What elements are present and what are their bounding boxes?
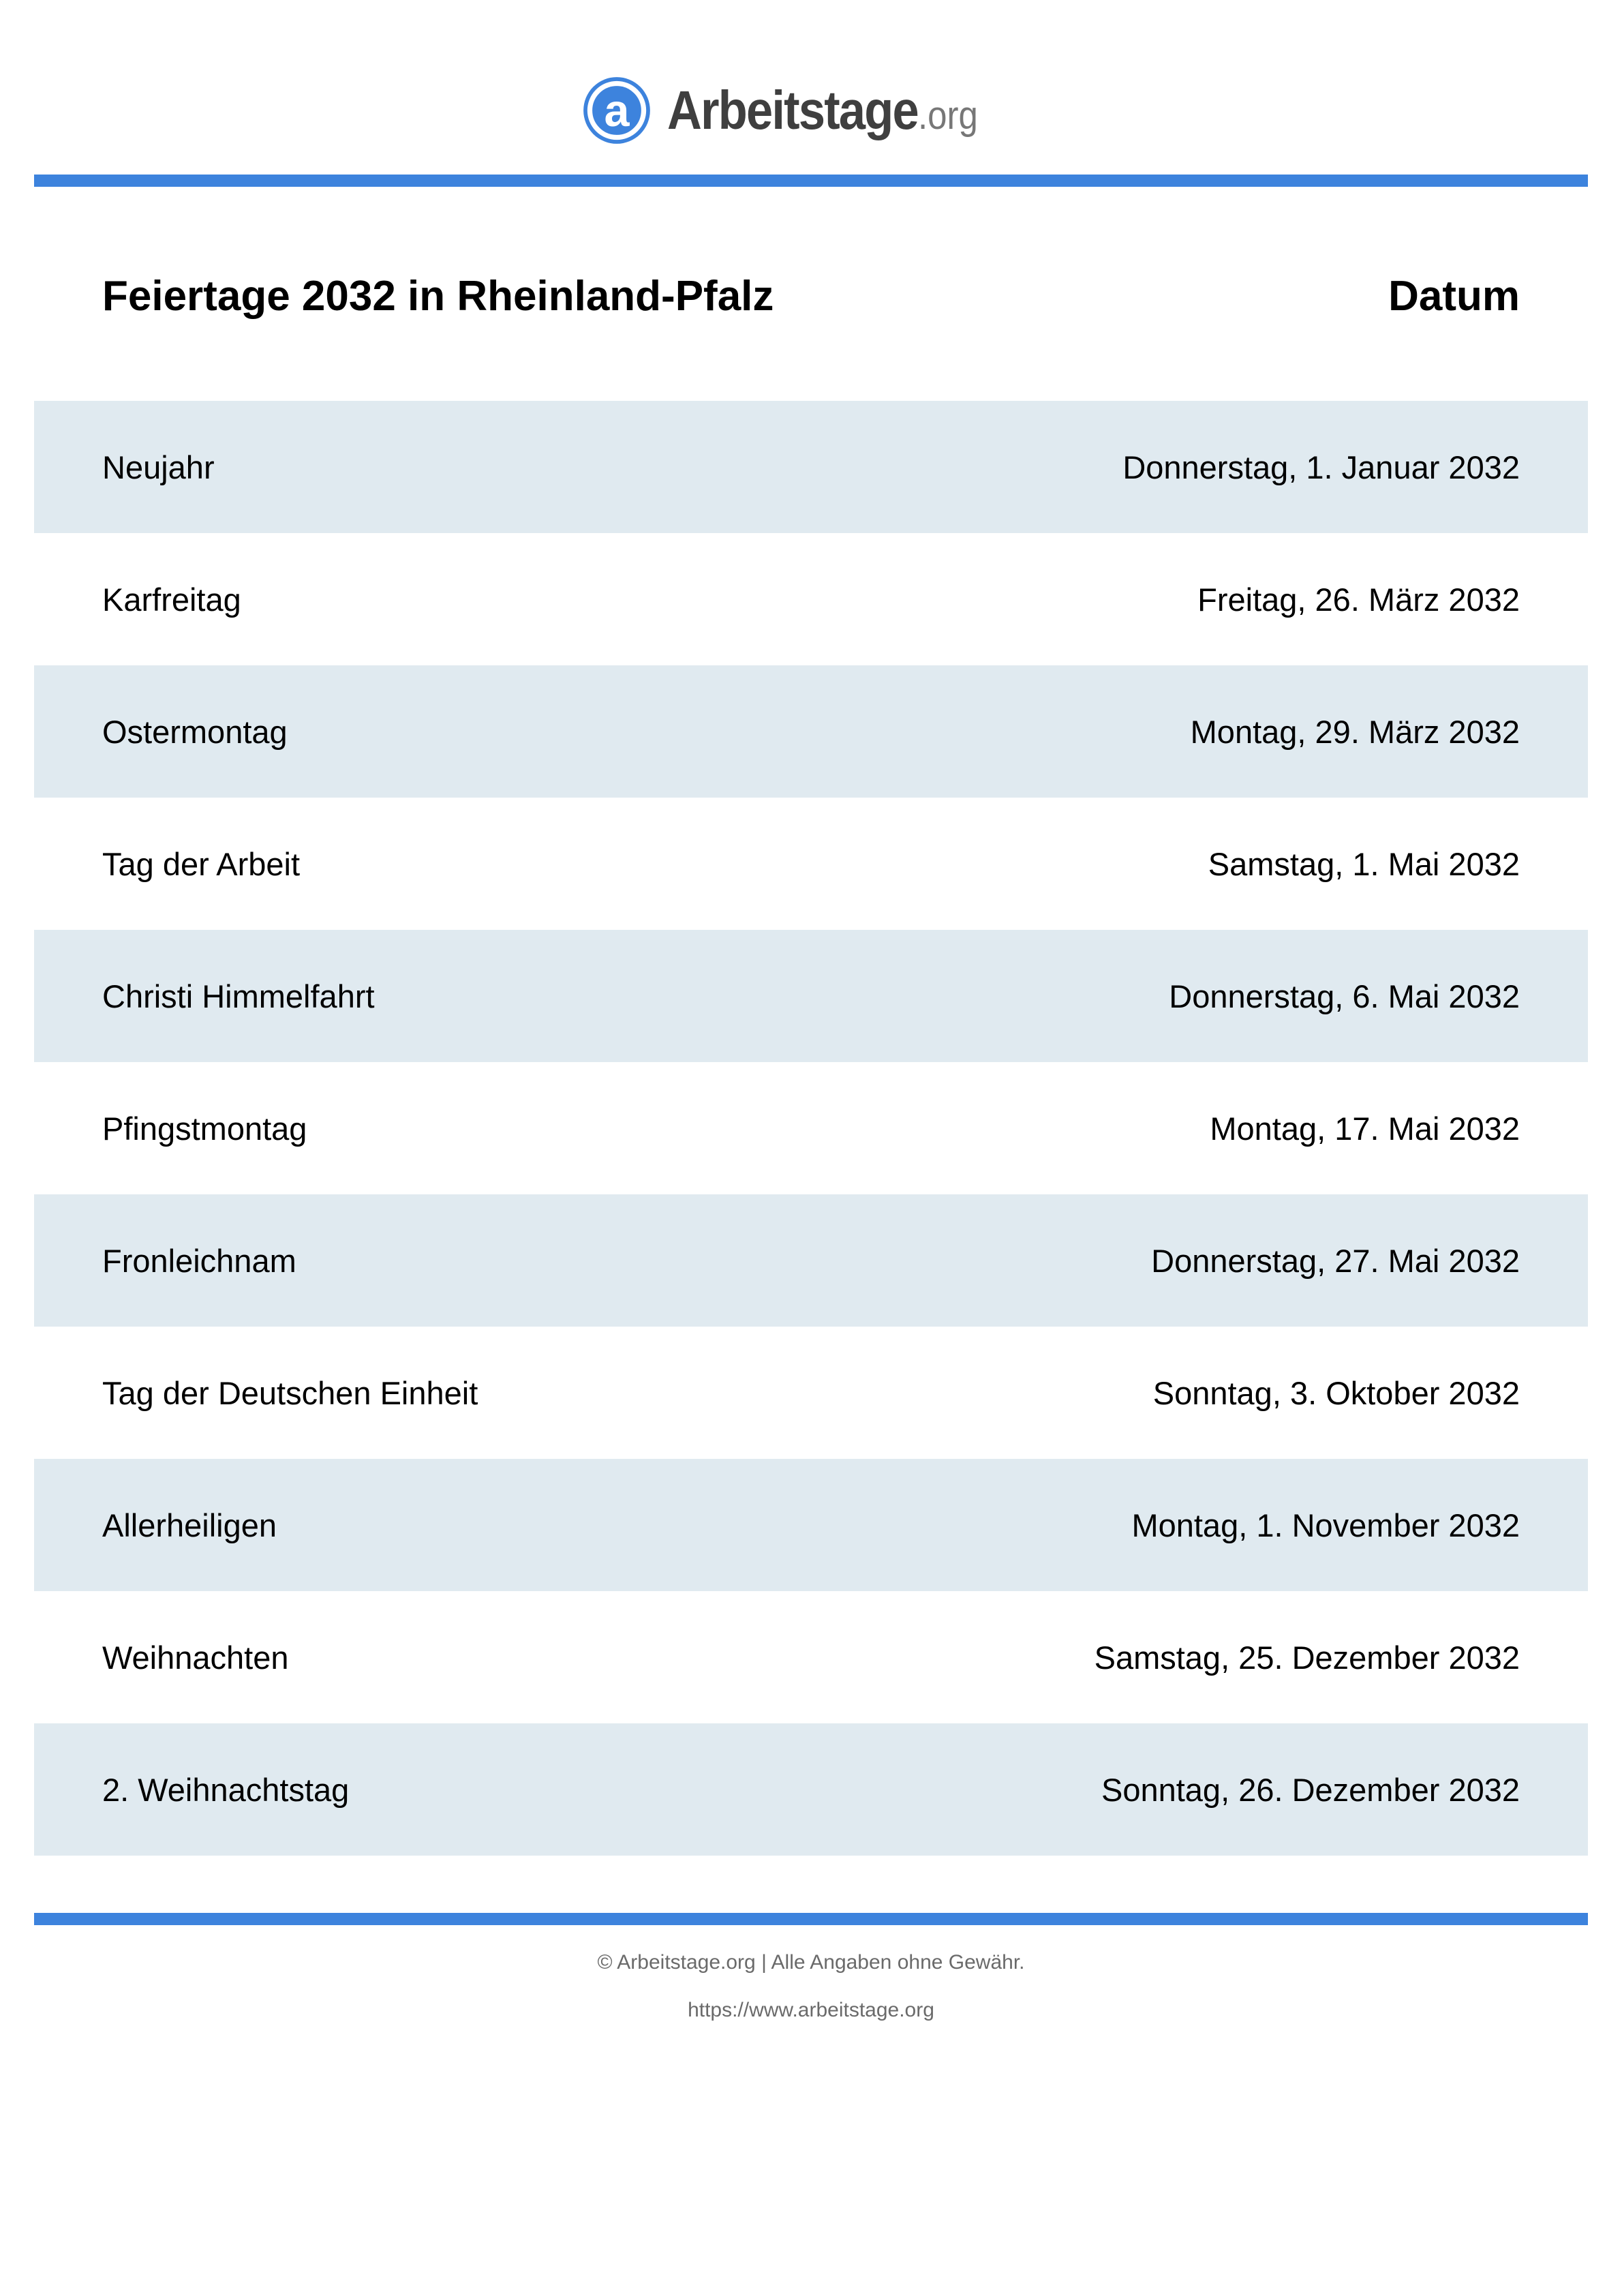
- holiday-name: Neujahr: [102, 449, 215, 485]
- table-row: [34, 1327, 1588, 1459]
- table-row: [34, 533, 1588, 665]
- holiday-date: Donnerstag, 1. Januar 2032: [1122, 449, 1520, 485]
- holiday-date: Samstag, 1. Mai 2032: [1208, 845, 1520, 882]
- holiday-date: Freitag, 26. März 2032: [1197, 581, 1520, 618]
- holiday-date: Montag, 17. Mai 2032: [1210, 1110, 1520, 1147]
- table-row: [34, 930, 1588, 1062]
- logo-wordmark: [667, 80, 978, 140]
- holiday-date: Sonntag, 26. Dezember 2032: [1101, 1771, 1520, 1808]
- holiday-name: Tag der Deutschen Einheit: [102, 1374, 478, 1411]
- holiday-name: Allerheiligen: [102, 1507, 277, 1543]
- holiday-date: Donnerstag, 27. Mai 2032: [1151, 1242, 1520, 1279]
- table-row: [34, 1591, 1588, 1723]
- table-row: [34, 1459, 1588, 1591]
- holiday-name: Pfingstmontag: [102, 1110, 307, 1147]
- svg-text:a: a: [604, 85, 630, 136]
- holiday-name: Fronleichnam: [102, 1242, 296, 1279]
- footer-divider: [34, 1913, 1588, 1925]
- table-title: Feiertage 2032 in Rheinland-Pfalz: [102, 272, 774, 320]
- site-logo: [0, 72, 1622, 149]
- holiday-name: Christi Himmelfahrt: [102, 978, 375, 1014]
- holiday-name: 2. Weihnachtstag: [102, 1771, 350, 1808]
- holiday-date: Montag, 29. März 2032: [1190, 713, 1520, 750]
- holiday-name: Ostermontag: [102, 713, 288, 750]
- table-row: [34, 798, 1588, 930]
- table-row: [34, 1194, 1588, 1327]
- table-row: [34, 665, 1588, 798]
- holiday-name: Tag der Arbeit: [102, 845, 301, 882]
- table-row: [34, 1723, 1588, 1856]
- holiday-name: Karfreitag: [102, 581, 241, 618]
- at-sign-icon: [581, 75, 652, 146]
- holiday-date: Montag, 1. November 2032: [1131, 1507, 1520, 1543]
- footer-copyright: © Arbeitstage.org | Alle Angaben ohne Gewähr.: [597, 1951, 1025, 1974]
- holiday-date: Sonntag, 3. Oktober 2032: [1152, 1374, 1520, 1411]
- footer-url-link[interactable]: https://www.arbeitstage.org: [688, 1999, 934, 2021]
- holiday-table: [34, 401, 1588, 1856]
- date-column-header: Datum: [1388, 272, 1520, 320]
- header-divider: [34, 175, 1588, 187]
- holiday-date: Samstag, 25. Dezember 2032: [1094, 1639, 1520, 1676]
- logo-name: Arbeitstage: [667, 80, 918, 140]
- table-row: [34, 1062, 1588, 1194]
- table-header: [102, 260, 1520, 331]
- holiday-date: Donnerstag, 6. Mai 2032: [1169, 978, 1520, 1014]
- table-row: [34, 401, 1588, 533]
- logo-tld: .org: [917, 93, 978, 138]
- holiday-name: Weihnachten: [102, 1639, 289, 1676]
